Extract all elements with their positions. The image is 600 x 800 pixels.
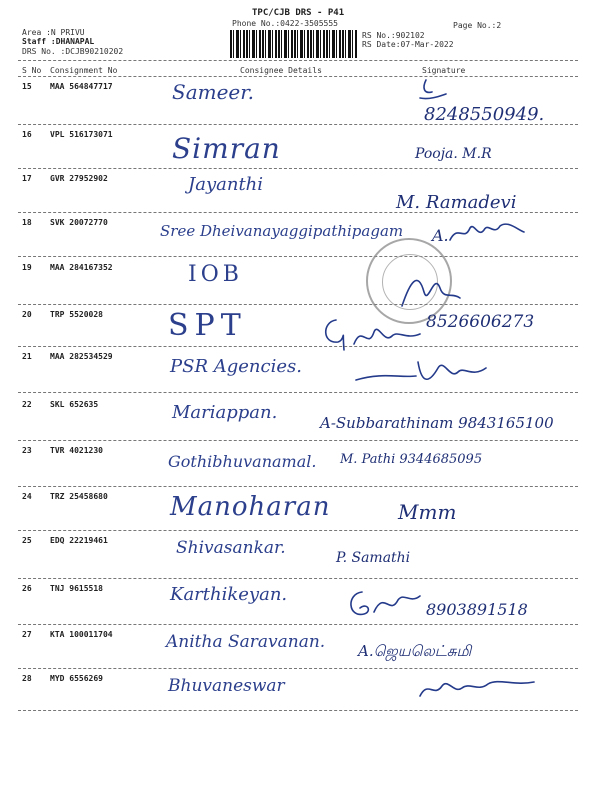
row-sno: 15 — [22, 82, 32, 91]
row-consignee: Mariappan. — [172, 402, 278, 423]
row-sno: 26 — [22, 584, 32, 593]
row-consignee: Karthikeyan. — [170, 584, 288, 605]
row-consignee: IOB — [188, 262, 243, 287]
row-divider — [18, 346, 578, 347]
row-divider — [18, 304, 578, 305]
row-consignee: Bhuvaneswar — [168, 676, 285, 696]
row-signature: M. Pathi 9344685095 — [340, 452, 483, 467]
column-sno: S No — [22, 66, 42, 75]
column-signature: Signature — [422, 66, 466, 75]
row-consignment: MAA 282534529 — [50, 352, 113, 361]
row-sno: 27 — [22, 630, 32, 639]
row-consignment: MAA 564847717 — [50, 82, 113, 91]
row-consignment: TRZ 25458680 — [50, 492, 108, 501]
row-consignment: VPL 516173071 — [50, 130, 113, 139]
column-consignment: Consignment No — [50, 66, 118, 75]
row-sno: 28 — [22, 674, 32, 683]
row-consignee: Jayanthi — [188, 174, 264, 195]
row-signature: M. Ramadevi — [396, 192, 517, 213]
row-signature: P. Samathi — [336, 550, 411, 566]
row-consignment: MAA 284167352 — [50, 263, 113, 272]
document-title: TPC/CJB DRS - P41 — [252, 8, 345, 18]
row-divider — [18, 578, 578, 579]
row-consignee: PSR Agencies. — [170, 356, 302, 377]
row-divider — [18, 440, 578, 441]
barcode — [230, 30, 358, 58]
phone-number: Phone No.:0422-3505555 — [232, 19, 338, 28]
signature-scribble — [344, 586, 424, 622]
row-consignment: EDQ 22219461 — [50, 536, 108, 545]
row-divider — [18, 530, 578, 531]
signature-scribble — [418, 78, 448, 104]
row-consignee: Sree Dheivanayaggipathipagam — [160, 222, 404, 240]
column-consignee: Consignee Details — [240, 66, 322, 75]
row-sno: 18 — [22, 218, 32, 227]
row-divider — [18, 392, 578, 393]
row-consignment: GVR 27952902 — [50, 174, 108, 183]
row-divider — [18, 256, 578, 257]
row-consignee: Manoharan — [170, 492, 331, 522]
area-label: Area :N PRIVU — [22, 28, 85, 37]
signature-scribble — [448, 218, 528, 248]
row-consignee: Simran — [172, 132, 281, 165]
row-sno: 19 — [22, 263, 32, 272]
row-divider — [18, 668, 578, 669]
row-consignment: SKL 652635 — [50, 400, 99, 409]
row-consignment: KTA 100011704 — [50, 630, 113, 639]
row-signature: Mmm — [398, 500, 457, 524]
signature-scribble — [320, 314, 424, 354]
row-sno: 17 — [22, 174, 32, 183]
row-sno: 25 — [22, 536, 32, 545]
row-consignment: TVR 4021230 — [50, 446, 103, 455]
row-consignee: Shivasankar. — [176, 538, 286, 558]
row-consignee: Anitha Saravanan. — [166, 632, 326, 652]
staff-label: Staff :DHANAPAL — [22, 37, 95, 46]
row-consignment: MYD 6556269 — [50, 674, 103, 683]
row-consignment: SVK 20072770 — [50, 218, 108, 227]
signature-scribble — [418, 672, 538, 702]
row-sno: 22 — [22, 400, 32, 409]
row-sno: 24 — [22, 492, 32, 501]
page-number: Page No.:2 — [453, 21, 502, 30]
row-signature: A-Subbarathinam 9843165100 — [320, 414, 554, 432]
row-signature: 8526606273 — [426, 312, 535, 332]
row-consignee: SPT — [168, 308, 247, 343]
row-divider — [18, 486, 578, 487]
row-consignment: TNJ 9615518 — [50, 584, 103, 593]
row-divider — [18, 212, 578, 213]
row-divider — [18, 168, 578, 169]
rs-date: RS Date:07-Mar-2022 — [362, 40, 454, 49]
drs-number: DRS No. :DCJB90210202 — [22, 47, 124, 56]
signature-scribble — [352, 350, 492, 390]
row-sno: 21 — [22, 352, 32, 361]
row-consignee: Sameer. — [172, 80, 254, 104]
row-sno: 23 — [22, 446, 32, 455]
rs-number: RS No.:902102 — [362, 31, 425, 40]
row-divider — [18, 124, 578, 125]
row-signature: A.ஜெயலெட்சுமி — [358, 642, 472, 660]
row-sno: 16 — [22, 130, 32, 139]
divider — [18, 76, 578, 77]
row-signature: 8903891518 — [426, 600, 528, 619]
row-consignment: TRP 5520028 — [50, 310, 103, 319]
row-divider — [18, 624, 578, 625]
row-sno: 20 — [22, 310, 32, 319]
row-signature: A. — [432, 226, 449, 245]
row-consignee: Gothibhuvanamal. — [168, 452, 317, 471]
row-divider — [18, 710, 578, 711]
row-signature: 8248550949. — [424, 104, 545, 125]
divider — [18, 60, 578, 61]
row-signature: Pooja. M.R — [415, 146, 492, 162]
